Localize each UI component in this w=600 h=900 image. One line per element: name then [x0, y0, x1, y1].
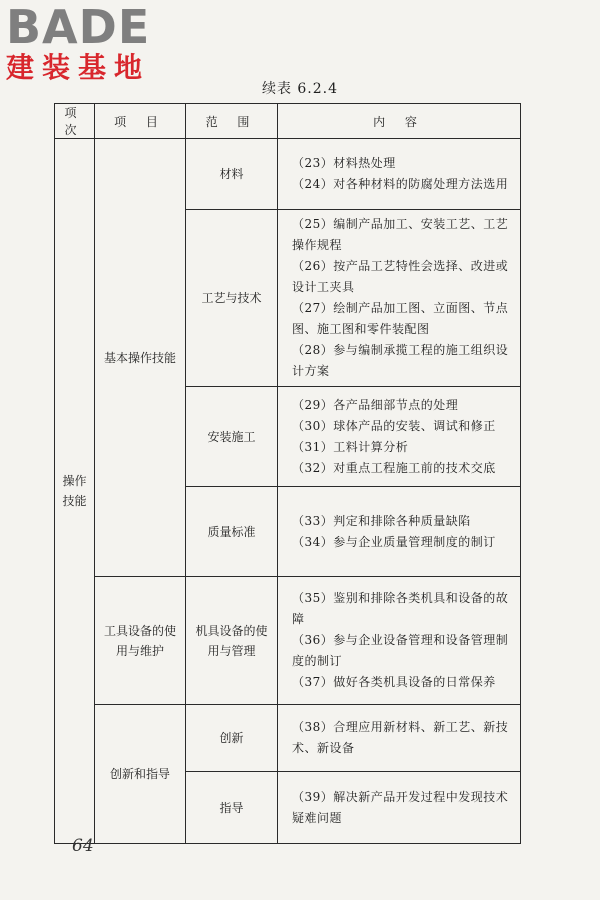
- logo-chinese-text: 建装基地: [6, 51, 151, 84]
- content-line: （39）解决新产品开发过程中发现技术: [292, 789, 509, 804]
- item-cell: 创新和指导: [95, 705, 186, 844]
- scope-cell: 机具设备的使用与管理: [186, 577, 278, 705]
- content-line: 计方案: [292, 364, 330, 378]
- content-line: （32）对重点工程施工前的技术交底: [292, 460, 496, 475]
- table-row: [55, 577, 521, 705]
- content-line: （33）判定和排除各种质量缺陷: [292, 513, 471, 528]
- item-cell: 工具设备的使用与维护: [95, 577, 186, 705]
- content-line: （30）球体产品的安装、调试和修正: [292, 418, 496, 433]
- content-cell: [278, 210, 521, 387]
- content-cell: [278, 577, 521, 705]
- content-line: 疑难问题: [292, 810, 343, 825]
- category-cell: 操作技能: [55, 139, 95, 844]
- content-line: 术、新设备: [292, 741, 355, 755]
- content-line: 障: [292, 612, 305, 626]
- content-cell: [278, 705, 521, 772]
- content-line: （34）参与企业质量管理制度的制订: [292, 534, 496, 549]
- scope-cell: 工艺与技术: [186, 210, 278, 387]
- content-cell: [278, 772, 521, 844]
- content-line: 图、施工图和零件装配图: [292, 322, 430, 336]
- scope-cell: 指导: [186, 772, 278, 844]
- scope-cell: 质量标准: [186, 487, 278, 577]
- content-line: （25）编制产品加工、安装工艺、工艺: [292, 217, 509, 231]
- header-scope: 范 围: [186, 104, 278, 139]
- page-number: 64: [72, 836, 94, 856]
- scope-cell: 创新: [186, 705, 278, 772]
- logo-wordmark: BADE: [6, 0, 151, 54]
- scope-cell: 安装施工: [186, 387, 278, 487]
- header-category: 项次: [55, 104, 95, 139]
- content-cell: [278, 387, 521, 487]
- content-cell: [278, 487, 521, 577]
- item-cell: 基本操作技能: [95, 139, 186, 577]
- bade-logo: [6, 0, 176, 84]
- skills-table: [54, 103, 521, 844]
- content-line: （26）按产品工艺特性会选择、改进或: [292, 259, 509, 273]
- content-line: （29）各产品细部节点的处理: [292, 397, 459, 412]
- content-line: （37）做好各类机具设备的日常保养: [292, 675, 496, 689]
- content-line: （27）绘制产品加工图、立面图、节点: [292, 301, 509, 315]
- content-cell: [278, 139, 521, 210]
- scope-cell: 材料: [186, 139, 278, 210]
- header-content: 内 容: [278, 104, 521, 139]
- content-line: （23）材料热处理: [292, 156, 396, 170]
- content-line: 度的制订: [292, 654, 343, 668]
- table-row: [55, 139, 521, 210]
- header-item: 项 目: [95, 104, 186, 139]
- table-caption: 续表 6.2.4: [261, 81, 339, 97]
- content-line: （38）合理应用新材料、新工艺、新技: [292, 720, 509, 734]
- content-line: （35）鉴别和排除各类机具和设备的故: [292, 591, 509, 605]
- table-header-row: [55, 104, 521, 139]
- content-line: （24）对各种材料的防腐处理方法选用: [292, 177, 509, 191]
- content-line: （28）参与编制承揽工程的施工组织设: [292, 343, 509, 357]
- content-line: （36）参与企业设备管理和设备管理制: [292, 633, 509, 647]
- content-line: 设计工夹具: [292, 280, 355, 294]
- content-line: （31）工料计算分析: [292, 439, 409, 454]
- table-row: [55, 705, 521, 772]
- content-line: 操作规程: [292, 238, 343, 252]
